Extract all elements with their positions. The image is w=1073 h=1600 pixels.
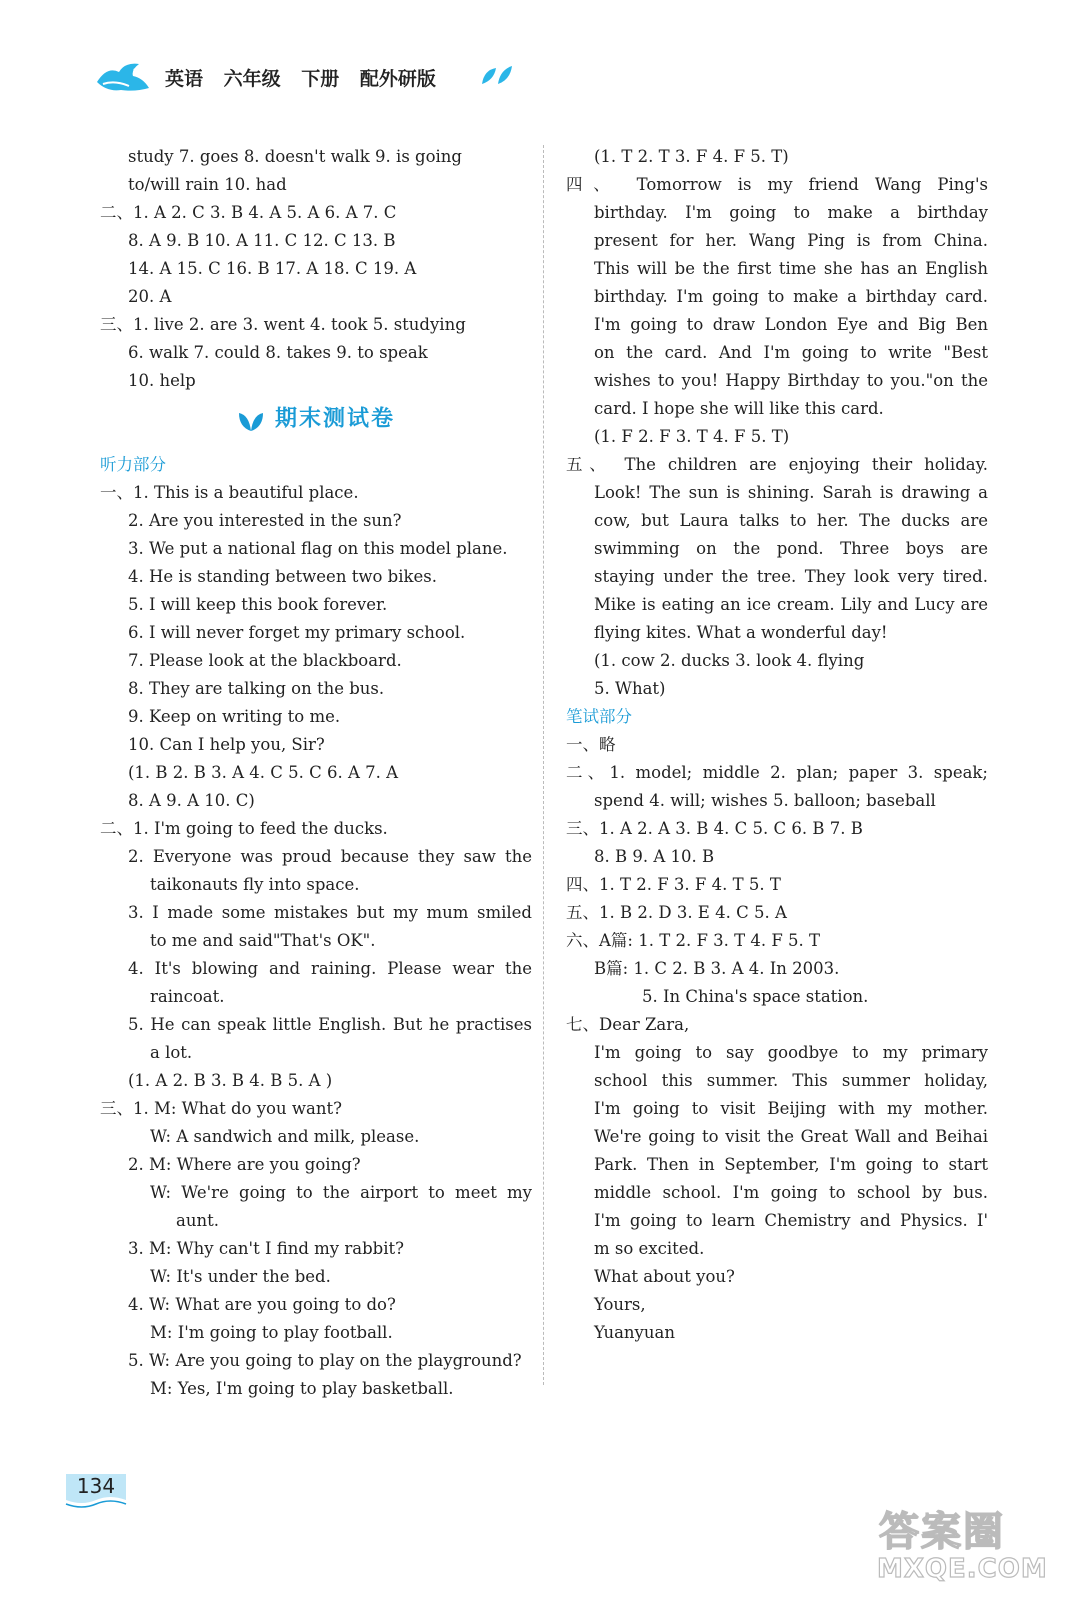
answer-line: M: I'm going to play football. [150,1323,393,1342]
passage-line: Mike is eating an ice cream. Lily and Lucy are [594,595,988,614]
answer-line: 7. Please look at the blackboard. [128,651,402,670]
answer-line: B篇: 1. C 2. B 3. A 4. In 2003. [594,959,840,978]
answer-line: 8. B 9. A 10. B [594,847,715,866]
answer-line: W: We're going to the airport to meet my [150,1183,532,1202]
passage-line: 五、 The children are enjoying their holiday. [566,455,988,474]
answer-line: 3. I made some mistakes but my mum smiled [128,903,532,922]
answer-line: (1. A 2. B 3. B 4. B 5. A ) [128,1071,333,1090]
answer-line: 3. M: Why can't I find my rabbit? [128,1239,404,1258]
answer-line: 6. walk 7. could 8. takes 9. to speak [128,343,428,362]
passage-line: card. I hope she will like this card. [594,399,884,418]
passage-line: This will be the first time she has an English [594,259,988,278]
leaf-decoration-icon [480,64,514,88]
passage-line: present for her. Wang Ping is from China. [594,231,988,250]
answer-line: spend 4. will; wishes 5. balloon; baseball [594,791,936,810]
watermark-url: MXQE.COM [877,1554,1048,1584]
answer-line: 五、1. B 2. D 3. E 4. C 5. A [566,903,787,922]
passage-line: wishes to you! Happy Birthday to you."on the [594,371,988,390]
answer-line: 六、A篇: 1. T 2. F 3. T 4. F 5. T [566,931,821,950]
answer-line: (1. cow 2. ducks 3. look 4. flying [594,651,865,670]
leaf-icon [237,407,265,433]
answer-line: taikonauts fly into space. [150,875,360,894]
letter-line: Yuanyuan [594,1323,675,1342]
answer-line: 10. Can I help you, Sir? [128,735,325,754]
answer-line: W: It's under the bed. [150,1267,331,1286]
answer-line: to/will rain 10. had [128,175,287,194]
passage-line: staying under the tree. They look very tired. [594,567,988,586]
column-divider [543,145,544,1385]
letter-line: Park. Then in September, I'm going to start [594,1155,988,1174]
left-column [100,143,532,1403]
answer-line: 三、1. A 2. A 3. B 4. C 5. C 6. B 7. B [566,819,863,838]
answer-line: 20. A [128,287,172,306]
right-column [566,143,988,1347]
letter-line: I'm going to learn Chemistry and Physics. I' [594,1211,988,1230]
answer-line: 2. M: Where are you going? [128,1155,361,1174]
answer-line: raincoat. [150,987,225,1006]
answer-line: 8. They are talking on the bus. [128,679,385,698]
answer-line: 2. Are you interested in the sun? [128,511,402,530]
letter-line: I'm going to visit Beijing with my mother. [594,1099,988,1118]
answer-line: 3. We put a national flag on this model plane. [128,539,508,558]
answer-line: (1. B 2. B 3. A 4. C 5. C 6. A 7. A [128,763,399,782]
letter-line: Yours, [594,1295,646,1314]
letter-line: m so excited. [594,1239,705,1258]
answer-line: study 7. goes 8. doesn't walk 9. is going [128,147,462,166]
answer-line: 5. W: Are you going to play on the playground? [128,1351,522,1370]
listening-heading: 听力部分 [100,455,166,474]
letter-line: school this summer. This summer holiday, [594,1071,988,1090]
answer-line: 8. A 9. A 10. C) [128,791,255,810]
answer-line: 一、略 [566,735,616,754]
answer-line: W: A sandwich and milk, please. [150,1127,420,1146]
answer-line: 8. A 9. B 10. A 11. C 12. C 13. B [128,231,396,250]
answer-line: 6. I will never forget my primary school. [128,623,466,642]
answer-line: 10. help [128,371,196,390]
letter-line: What about you? [594,1267,735,1286]
answer-line: to me and said"That's OK". [150,931,376,950]
answer-line: 二、1. A 2. C 3. B 4. A 5. A 6. A 7. C [100,203,397,222]
answer-line: 5. What) [594,679,666,698]
passage-line: cow, but Laura talks to her. The ducks are [594,511,988,530]
answer-line: 一、1. This is a beautiful place. [100,483,359,502]
answer-line: 5. In China's space station. [642,987,869,1006]
answer-line: aunt. [176,1211,219,1230]
passage-line: swimming on the pond. Three boys are [594,539,988,558]
section-title [100,405,532,445]
section-title-text: 期末测试卷 [274,406,395,432]
answer-line: 4. W: What are you going to do? [128,1295,396,1314]
answer-line: 4. He is standing between two bikes. [128,567,437,586]
answer-line: 9. Keep on writing to me. [128,707,341,726]
answer-line: 5. He can speak little English. But he practises [128,1015,532,1034]
answer-line: 5. I will keep this book forever. [128,595,388,614]
letter-line: 七、Dear Zara, [566,1015,690,1034]
passage-line: birthday. I'm going to make a birthday [594,203,988,222]
passage-line: on the card. And I'm going to write "Best [594,343,988,362]
page-number-text: 134 [76,1474,116,1498]
letter-line: I'm going to say goodbye to my primary [594,1043,988,1062]
answer-line: 三、1. live 2. are 3. went 4. took 5. studying [100,315,466,334]
answer-line: 二、1. I'm going to feed the ducks. [100,819,388,838]
answer-line: a lot. [150,1043,193,1062]
passage-line: flying kites. What a wonderful day! [594,623,888,642]
answer-line: 三、1. M: What do you want? [100,1099,342,1118]
answer-line: (1. T 2. T 3. F 4. F 5. T) [594,147,789,166]
written-heading: 笔试部分 [566,707,632,726]
page-header [95,58,555,98]
passage-line: birthday. I'm going to make a birthday card. [594,287,988,306]
answer-line: 14. A 15. C 16. B 17. A 18. C 19. A [128,259,417,278]
answer-line: 4. It's blowing and raining. Please wear the [128,959,532,978]
passage-line: I'm going to draw London Eye and Big Ben [594,315,988,334]
answer-line: 2. Everyone was proud because they saw the [128,847,532,866]
watermark-logo: 答案圈 [879,1509,1005,1555]
answer-line: 二、1. model; middle 2. plan; paper 3. speak; [566,763,988,782]
answer-line: (1. F 2. F 3. T 4. F 5. T) [594,427,790,446]
passage-line: 四、 Tomorrow is my friend Wang Ping's [566,175,988,194]
page-number [64,1470,128,1510]
watermark [875,1500,1048,1595]
letter-line: middle school. I'm going to school by bus. [594,1183,988,1202]
answer-line: M: Yes, I'm going to play basketball. [150,1379,454,1398]
answer-line: 四、1. T 2. F 3. F 4. T 5. T [566,875,781,894]
header-title: 英语 六年级 下册 配外研版 [165,68,436,90]
bird-logo-icon [95,58,150,96]
letter-line: We're going to visit the Great Wall and Beihai [594,1127,988,1146]
passage-line: Look! The sun is shining. Sarah is drawing a [594,483,988,502]
